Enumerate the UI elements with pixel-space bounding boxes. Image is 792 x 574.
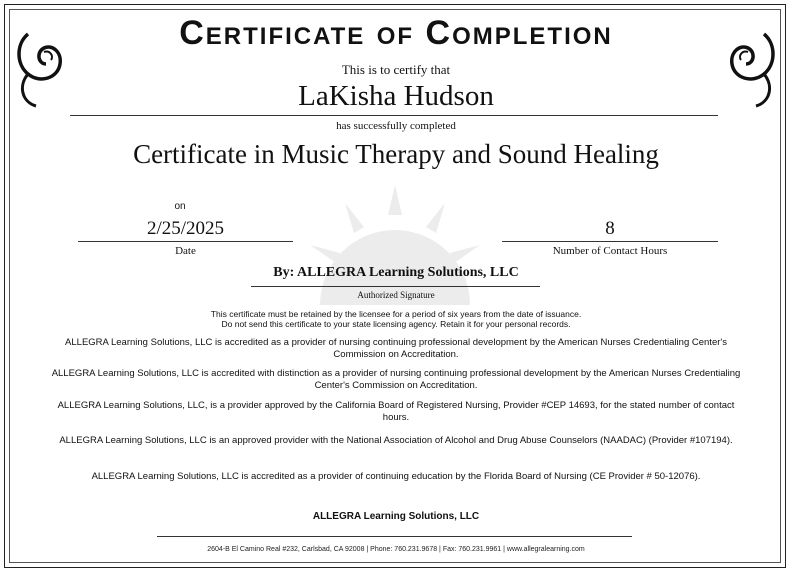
accreditation-statement: ALLEGRA Learning Solutions, LLC, is a provider approved by the California Board of Registered Nursing, Provider #CEP 14693, for the stated number of contact hours.	[57, 400, 735, 423]
authorized-signature-label: Authorized Signature	[357, 290, 435, 300]
retention-notice-line-2: Do not send this certificate to your state licensing agency. Retain it for your personal records.	[221, 319, 571, 329]
recipient-name: LaKisha Hudson	[298, 80, 494, 112]
hours-underline	[502, 241, 718, 242]
footer-organization: ALLEGRA Learning Solutions, LLC	[312, 511, 480, 522]
name-underline	[70, 115, 718, 116]
date-label: Date	[175, 245, 196, 257]
on-label: on	[174, 201, 186, 212]
completed-line: has successfully completed	[336, 120, 456, 132]
certify-line: This is to certify that	[341, 62, 451, 77]
date-underline	[78, 241, 293, 242]
course-title: Certificate in Music Therapy and Sound Healing	[133, 139, 659, 169]
contact-hours-label: Number of Contact Hours	[552, 245, 668, 257]
issuer-signature: By: ALLEGRA Learning Solutions, LLC	[273, 265, 519, 280]
accreditation-statement: ALLEGRA Learning Solutions, LLC is accredited as a provider of nursing continuing professional development by the American Nurses Credentialing Center's Commission on Accreditation.	[65, 337, 727, 360]
footer-divider	[157, 536, 632, 537]
retention-notice-line-1: This certificate must be retained by the licensee for a period of six years from the date of issuance.	[210, 309, 582, 319]
accreditation-statement: ALLEGRA Learning Solutions, LLC is an approved provider with the National Association of Alcohol and Drug Abuse Counselors (NAADAC) (Provider #107194).	[59, 435, 733, 446]
contact-hours-value: 8	[605, 218, 615, 239]
completion-date: 2/25/2025	[146, 218, 225, 239]
accreditation-statement: ALLEGRA Learning Solutions, LLC is accredited with distinction as a provider of nursing continuing professional development by the American Nurses Credentialing Center's Commission on Accreditation.	[51, 368, 741, 391]
retention-notice	[0, 309, 792, 329]
certificate-title: Certificate of Completion	[179, 14, 613, 52]
accreditation-statement: ALLEGRA Learning Solutions, LLC is accredited as a provider of continuing education by the Florida Board of Nursing (CE Provider # 50-12076).	[91, 471, 701, 482]
sun-logo-icon	[300, 185, 490, 305]
signature-underline	[251, 286, 540, 287]
footer-contact-line: 2604-B El Camino Real #232, Carlsbad, CA 92008 | Phone: 760.231.9678 | Fax: 760.231.9961 | www.allegralearning.com	[207, 546, 585, 553]
